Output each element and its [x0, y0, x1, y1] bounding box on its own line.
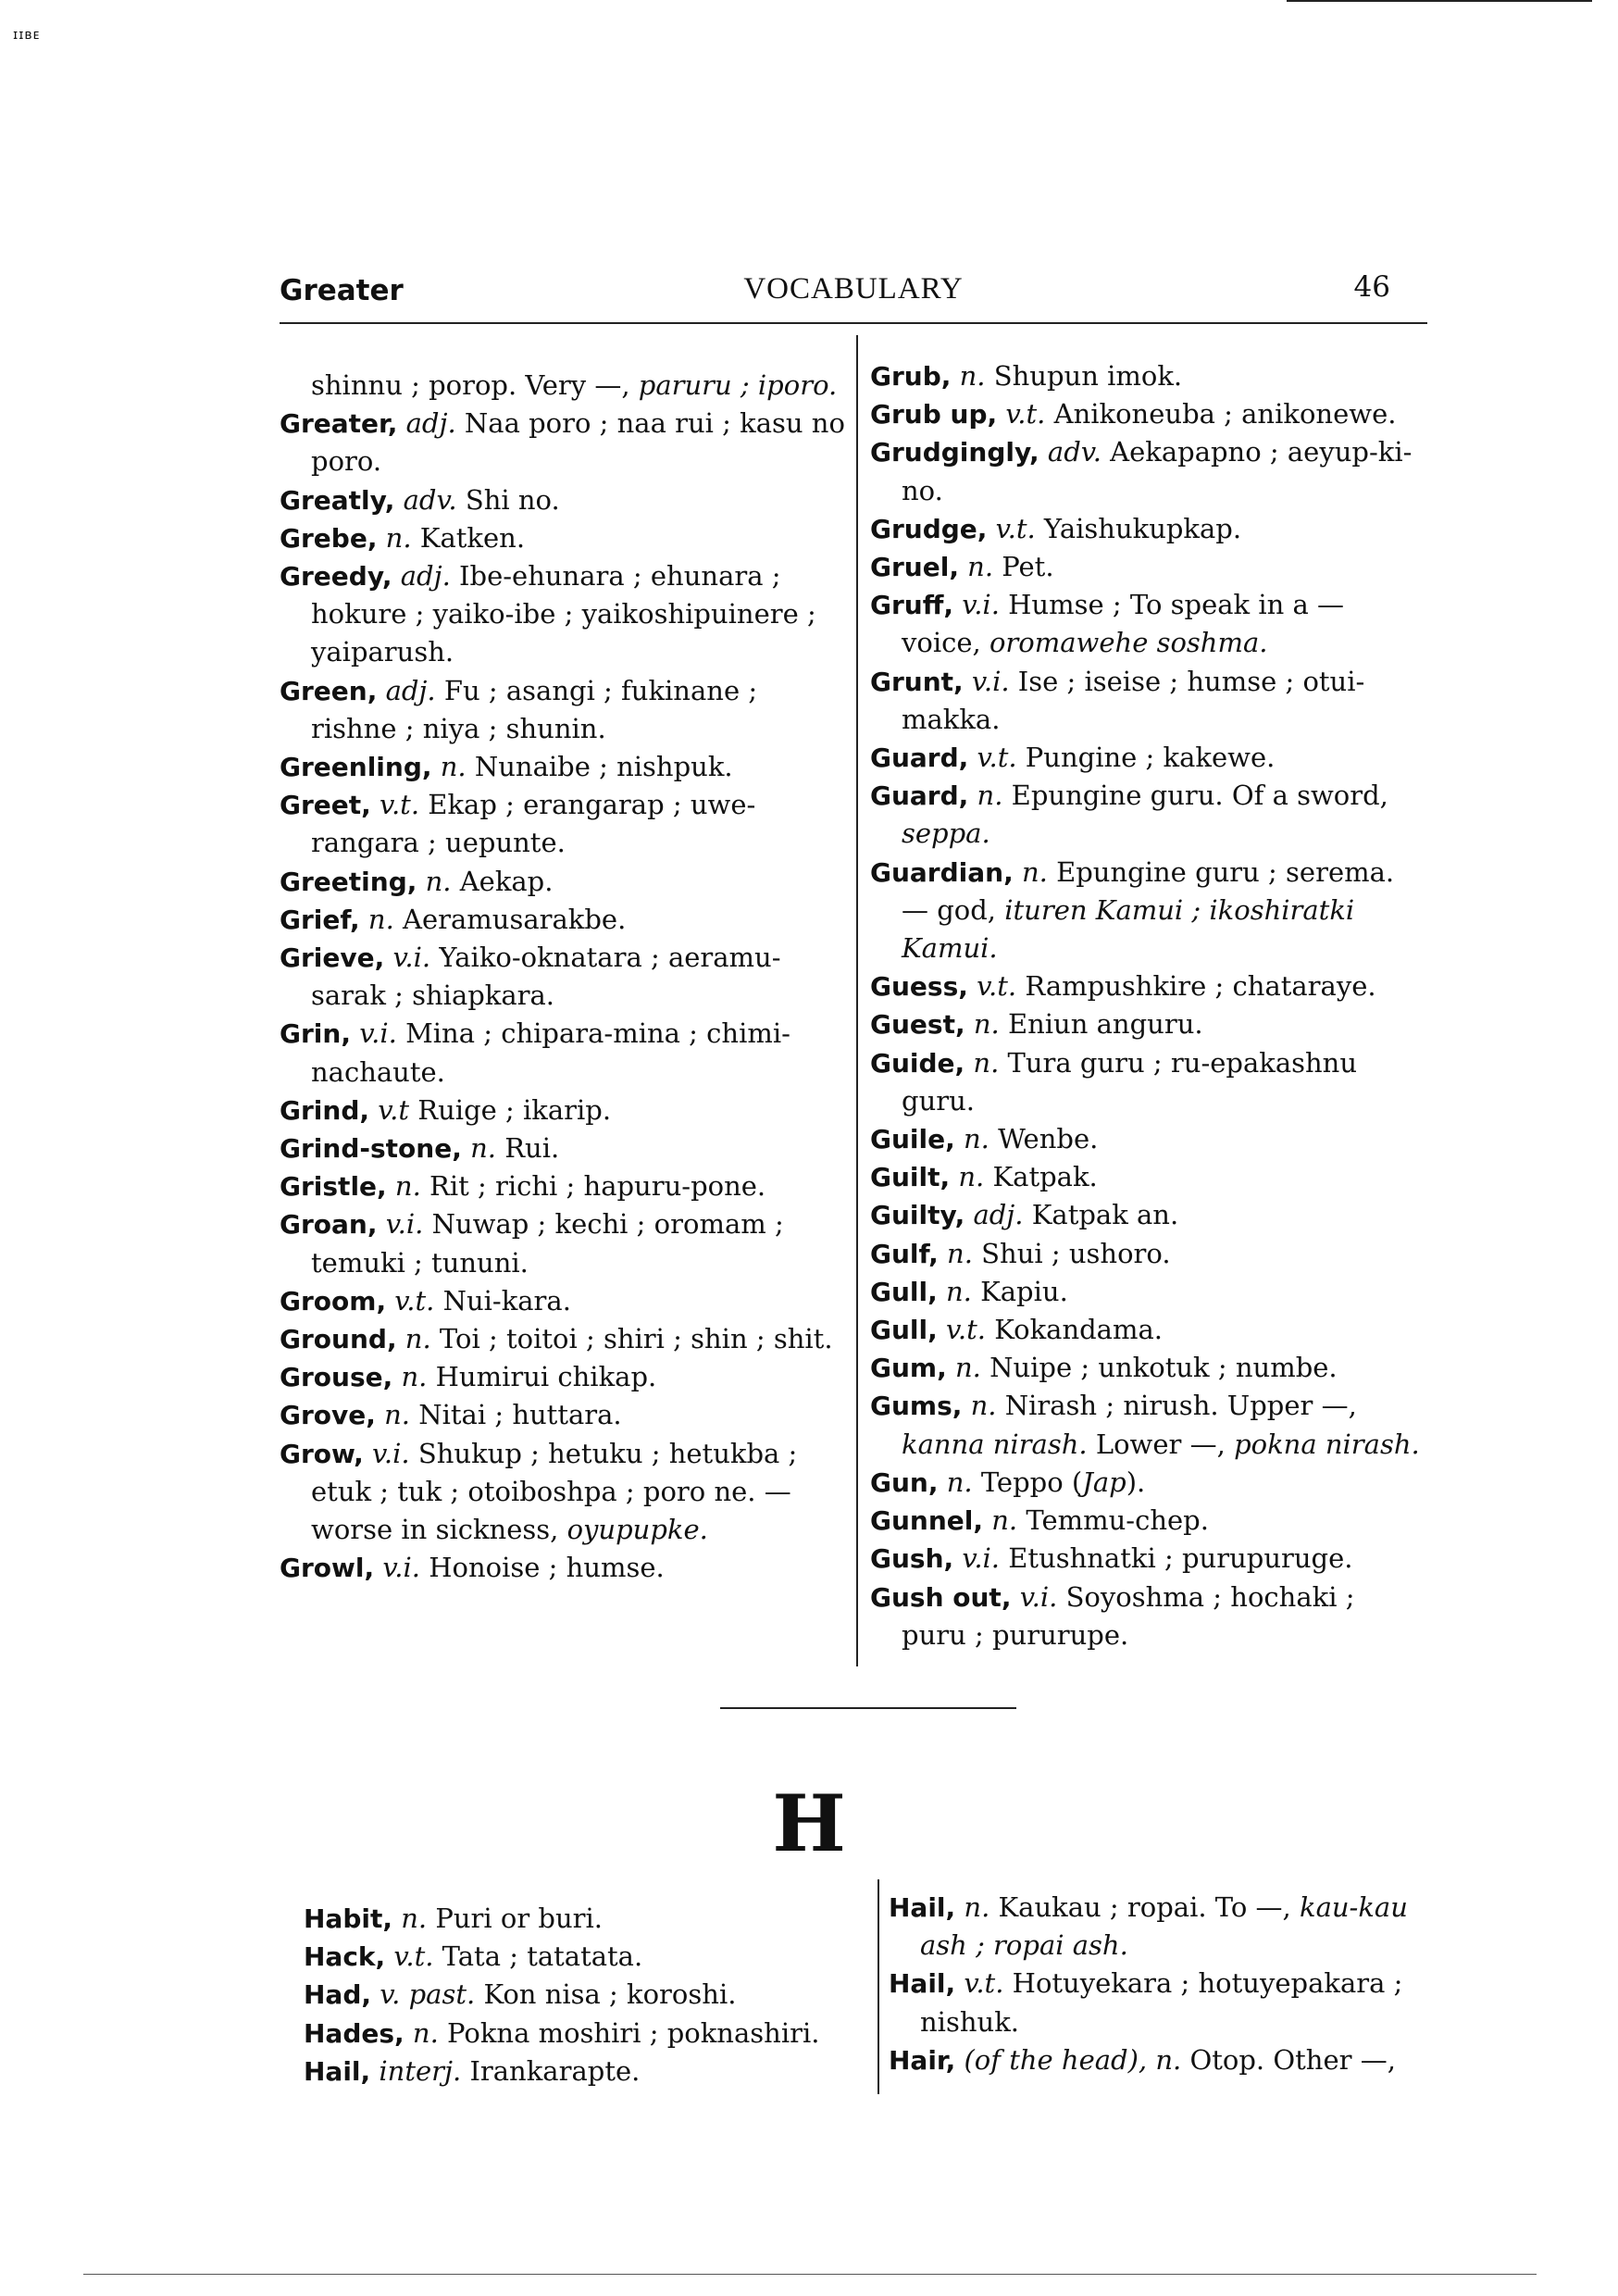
- definition-italic: oyupupke.: [566, 1514, 708, 1546]
- headword: Gun,: [870, 1466, 939, 1498]
- dictionary-entry: [870, 433, 1425, 509]
- running-header: [280, 268, 1427, 315]
- headword: Grudgingly,: [870, 437, 1039, 468]
- definition: Nunaibe ; nishpuk.: [474, 751, 733, 783]
- definition: ).: [1126, 1466, 1146, 1498]
- dictionary-entry: [870, 967, 1425, 1005]
- part-of-speech: n.: [1021, 855, 1048, 888]
- definition: Epungine guru ; serema. — god,: [902, 855, 1395, 926]
- part-of-speech: adj.: [405, 407, 456, 440]
- definition-italic: seppa.: [902, 817, 990, 850]
- dictionary-entry: [870, 1005, 1425, 1043]
- h-left-column: [304, 1900, 868, 2090]
- definition: Pungine ; kakewe.: [1025, 742, 1276, 774]
- part-of-speech: v.i.: [971, 665, 1010, 697]
- dictionary-entry: [889, 1889, 1444, 1965]
- dictionary-entry: [870, 1578, 1425, 1654]
- headword: Gristle,: [280, 1171, 387, 1203]
- part-of-speech: n.: [401, 1361, 428, 1393]
- part-of-speech: n.: [958, 1161, 985, 1193]
- headword: Grieve,: [280, 942, 385, 974]
- dictionary-entry: [280, 1282, 846, 1320]
- part-of-speech: adv.: [403, 483, 457, 516]
- part-of-speech: n.: [946, 1466, 973, 1498]
- part-of-speech: n.: [973, 1008, 1000, 1041]
- part-of-speech: v.t.: [394, 1284, 435, 1316]
- headword: Grow,: [280, 1438, 364, 1469]
- definition: Kokandama.: [994, 1314, 1163, 1346]
- definition-italic: pokna nirash.: [1234, 1428, 1420, 1460]
- headword: Guile,: [870, 1124, 955, 1155]
- definition: Nirash ; nirush. Upper —,: [1004, 1390, 1357, 1422]
- headword: Guard,: [870, 742, 969, 774]
- part-of-speech: n.: [401, 1903, 428, 1934]
- part-of-speech: v.i.: [359, 1017, 397, 1050]
- definition: Soyoshma ; hochaki ; puru ; pururupe.: [902, 1580, 1355, 1651]
- headword: Hack,: [304, 1941, 386, 1973]
- part-of-speech: n.: [991, 1504, 1018, 1537]
- headword: Hades,: [304, 2017, 404, 2049]
- dictionary-entry: [870, 1387, 1425, 1463]
- headword: Growl,: [280, 1553, 375, 1584]
- page-number: 46: [1353, 270, 1390, 304]
- page-title: VOCABULARY: [743, 272, 964, 306]
- headword: Gush out,: [870, 1581, 1012, 1613]
- headword: Hail,: [304, 2055, 371, 2087]
- guide-word: Greater: [280, 274, 404, 307]
- headword: Gulf,: [870, 1238, 939, 1269]
- headword: Ground,: [280, 1324, 397, 1355]
- dictionary-entry: [870, 1540, 1425, 1578]
- headword: Grove,: [280, 1400, 376, 1431]
- dictionary-entry: [280, 863, 846, 901]
- definition: Rit ; richi ; hapuru-pone.: [429, 1170, 766, 1203]
- part-of-speech: v.i.: [385, 1208, 424, 1241]
- definition-italic: ituren Kamui ; ikoshiratki Kamui.: [902, 893, 1355, 965]
- part-of-speech: n.: [964, 1891, 990, 1923]
- definition: Katpak.: [992, 1161, 1098, 1193]
- part-of-speech: v.t.: [1005, 398, 1046, 430]
- dictionary-entry: [870, 1502, 1425, 1540]
- definition: Temmu-chep.: [1026, 1504, 1209, 1537]
- definition: Puri or buri.: [435, 1903, 604, 1934]
- headword: Guess,: [870, 971, 968, 1003]
- dictionary-entry: [280, 1435, 846, 1550]
- definition: Ibe-ehunara ; ehunara ; hokure ; yaiko-ibe ; yaikoshipuinere ; yaiparush.: [311, 560, 816, 668]
- dictionary-entry: [280, 1205, 846, 1281]
- definition: Kapiu.: [980, 1275, 1068, 1307]
- headword: Had,: [304, 1979, 372, 2011]
- dictionary-entry: [870, 1196, 1425, 1234]
- definition: Ekap ; erangarap ; uwe-rangara ; uepunte.: [311, 789, 756, 859]
- dictionary-entry: [870, 586, 1425, 662]
- dictionary-entry: [280, 405, 846, 480]
- definition: Mina ; chipara-mina ; chimi-nachaute.: [311, 1017, 790, 1088]
- headword: Guard,: [870, 780, 969, 812]
- dictionary-entry: [280, 1092, 846, 1129]
- definition: Ise ; iseise ; humse ; otui-makka.: [902, 665, 1365, 735]
- part-of-speech: v.t: [378, 1093, 410, 1126]
- part-of-speech: n.: [977, 780, 1003, 812]
- dictionary-entry: [280, 786, 846, 862]
- part-of-speech: v.i.: [371, 1437, 410, 1469]
- headword: Habit,: [304, 1903, 392, 1934]
- dictionary-entry: [870, 510, 1425, 548]
- definition: Aekap.: [459, 865, 554, 897]
- headword: Gum,: [870, 1353, 947, 1384]
- dictionary-entry: [870, 1235, 1425, 1273]
- part-of-speech: n.: [970, 1390, 997, 1422]
- headword: Groom,: [280, 1285, 387, 1316]
- dictionary-entry: [280, 939, 846, 1015]
- dictionary-entry: [870, 1044, 1425, 1120]
- headword: Greedy,: [280, 561, 392, 593]
- definition: Kaukau ; ropai. To —,: [998, 1891, 1300, 1923]
- headword: Grin,: [280, 1018, 351, 1050]
- dictionary-entry: [280, 557, 846, 672]
- part-of-speech: n.: [967, 551, 994, 583]
- part-of-speech: v.t.: [977, 742, 1017, 774]
- part-of-speech: v. past.: [380, 1978, 476, 2011]
- headword: Grudge,: [870, 513, 988, 544]
- dictionary-entry: [280, 1015, 846, 1091]
- definition: Fu ; asangi ; fukinane ; rishne ; niya ; shunin.: [311, 674, 758, 744]
- bottom-rule: [83, 2274, 1537, 2275]
- dictionary-entry: [870, 395, 1425, 433]
- headword: Guilt,: [870, 1162, 951, 1193]
- part-of-speech: n.: [954, 1352, 981, 1384]
- headword: Gush,: [870, 1543, 954, 1575]
- part-of-speech: n.: [404, 1323, 431, 1355]
- part-of-speech: v.i.: [962, 589, 1000, 621]
- headword: Grind,: [280, 1094, 370, 1126]
- definition: Nui-kara.: [442, 1284, 571, 1316]
- definition: Ruige ; ikarip.: [417, 1093, 612, 1126]
- definition: Hotuyekara ; hotuyepakara ; nishuk.: [920, 1967, 1403, 2038]
- definition: Epungine guru. Of a sword,: [1011, 780, 1388, 812]
- dictionary-entry: [280, 672, 846, 748]
- headword: Greatly,: [280, 484, 395, 516]
- definition: Humse ; To speak in a — voice,: [902, 589, 1344, 659]
- part-of-speech: v.t.: [995, 512, 1036, 544]
- definition: Etushnatki ; purupuruge.: [1008, 1542, 1353, 1575]
- definition: Yaiko-oknatara ; aeramu-sarak ; shiapkara.: [311, 942, 781, 1012]
- headword: Gunnel,: [870, 1505, 984, 1537]
- definition: shinnu ; porop. Very —,: [311, 369, 639, 401]
- headword: Grebe,: [280, 522, 378, 554]
- definition: Nuwap ; kechi ; oromam ; temuki ; tununi.: [311, 1208, 784, 1279]
- headword: Grub up,: [870, 399, 998, 430]
- headword: Grouse,: [280, 1362, 393, 1393]
- definition: Aekapapno ; aeyup-ki-no.: [902, 436, 1413, 506]
- headword: Greeting,: [280, 866, 417, 897]
- headword: Greater,: [280, 408, 398, 440]
- definition: Shukup ; hetuku ; hetukba ; etuk ; tuk ; otoiboshpa ; poro ne. — worse in sickness,: [311, 1437, 798, 1546]
- definition-italic: oromawehe soshma.: [989, 627, 1268, 659]
- definition: Shui ; ushoro.: [981, 1237, 1171, 1269]
- definition: Yaishukupkap.: [1043, 512, 1242, 544]
- headword: Hail,: [889, 1892, 956, 1923]
- part-of-speech: n.: [947, 1237, 973, 1269]
- dictionary-entry: [280, 1129, 846, 1167]
- definition: Eniun anguru.: [1007, 1008, 1203, 1041]
- definition: Pokna moshiri ; poknashiri.: [447, 2016, 820, 2049]
- dictionary-entry: [280, 1320, 846, 1358]
- definition: Naa poro ; naa rui ; kasu no poro.: [311, 407, 845, 478]
- part-of-speech: n.: [425, 865, 452, 897]
- dictionary-entry: [304, 1938, 868, 1976]
- part-of-speech: n.: [440, 751, 467, 783]
- section-letter: H: [772, 1778, 846, 1869]
- dictionary-entry: [280, 1549, 846, 1587]
- dictionary-entry: [870, 357, 1425, 395]
- part-of-speech: adj.: [385, 674, 436, 706]
- headword: Gull,: [870, 1276, 938, 1307]
- h-column-divider: [877, 1879, 879, 2094]
- right-column: [870, 357, 1425, 1654]
- headword: Greet,: [280, 790, 371, 821]
- definition-italic: kanna nirash.: [902, 1428, 1088, 1460]
- dictionary-entry: [280, 901, 846, 939]
- definition-italic: Jap: [1082, 1466, 1126, 1498]
- part-of-speech: n.: [385, 521, 412, 554]
- dictionary-entry: [304, 1900, 868, 1938]
- part-of-speech: v.t.: [945, 1314, 987, 1346]
- part-of-speech: v.i.: [392, 942, 431, 974]
- definition: Pet.: [1002, 551, 1054, 583]
- dictionary-entry: [280, 748, 846, 786]
- headword: Gruel,: [870, 552, 959, 583]
- part-of-speech: v.t.: [380, 789, 420, 821]
- definition: Aeramusarakbe.: [403, 903, 627, 935]
- dictionary-entry: [280, 1358, 846, 1396]
- headword: Hail,: [889, 1968, 956, 2000]
- part-of-speech: adv.: [1047, 436, 1101, 468]
- column-divider: [856, 335, 858, 1666]
- definition-italic: paruru ; iporo.: [638, 369, 838, 401]
- part-of-speech: v.i.: [1019, 1580, 1058, 1613]
- part-of-speech: n.: [367, 903, 394, 935]
- part-of-speech: v.t.: [977, 970, 1017, 1003]
- top-rule: [1287, 0, 1592, 2]
- dictionary-entry: [280, 1396, 846, 1434]
- dictionary-entry: [280, 367, 846, 405]
- dictionary-entry: [870, 1158, 1425, 1196]
- headword: Gull,: [870, 1315, 938, 1346]
- dictionary-entry: [280, 519, 846, 557]
- definition: Rui.: [504, 1132, 560, 1165]
- part-of-speech: n.: [959, 360, 986, 392]
- headword: Guilty,: [870, 1200, 965, 1231]
- dictionary-entry: [304, 1976, 868, 2014]
- definition: Wenbe.: [998, 1123, 1099, 1155]
- definition: Rampushkire ; chataraye.: [1025, 970, 1376, 1003]
- headword: Grunt,: [870, 666, 964, 697]
- dictionary-entry: [889, 2041, 1444, 2079]
- dictionary-entry: [870, 1349, 1425, 1387]
- dictionary-entry: [870, 854, 1425, 968]
- dictionary-entry: [304, 2053, 868, 2090]
- definition: Anikoneuba ; anikonewe.: [1053, 398, 1397, 430]
- definition: Kon nisa ; koroshi.: [483, 1978, 737, 2011]
- part-of-speech: n.: [412, 2016, 439, 2049]
- definition: Humirui chikap.: [435, 1361, 657, 1393]
- definition: Teppo (: [980, 1466, 1083, 1498]
- dictionary-entry: [870, 548, 1425, 586]
- headword: Greenling,: [280, 752, 432, 783]
- headword: Grind-stone,: [280, 1133, 462, 1165]
- part-of-speech: n.: [973, 1046, 1000, 1079]
- part-of-speech: v.t.: [964, 1967, 1004, 2000]
- headword: Gums,: [870, 1391, 963, 1422]
- definition: Nuipe ; unkotuk ; numbe.: [989, 1352, 1338, 1384]
- part-of-speech: n.: [963, 1123, 989, 1155]
- section-rule: [720, 1707, 1016, 1709]
- definition: Otop. Other —,: [1189, 2043, 1396, 2076]
- header-rule: [280, 322, 1427, 324]
- part-of-speech: n.: [945, 1275, 972, 1307]
- h-right-column: [889, 1889, 1444, 2079]
- definition: Lower —,: [1087, 1428, 1235, 1460]
- definition: Tura guru ; ru-epakashnu guru.: [902, 1046, 1358, 1117]
- dictionary-entry: [870, 777, 1425, 853]
- headword: Guest,: [870, 1009, 965, 1041]
- definition: Katken.: [419, 521, 526, 554]
- headword: Grief,: [280, 904, 360, 935]
- part-of-speech: n.: [470, 1132, 496, 1165]
- headword: Green,: [280, 675, 378, 706]
- definition: Tata ; tatatata.: [442, 1940, 643, 1973]
- part-of-speech: n.: [384, 1399, 411, 1431]
- dictionary-entry: [870, 1273, 1425, 1311]
- dictionary-entry: [304, 2015, 868, 2053]
- definition: Irankarapte.: [469, 2054, 641, 2087]
- dictionary-entry: [280, 1167, 846, 1205]
- headword: Groan,: [280, 1209, 378, 1241]
- dictionary-entry: [870, 1311, 1425, 1349]
- headword: Gruff,: [870, 590, 954, 621]
- part-of-speech: n.: [394, 1170, 421, 1203]
- part-of-speech: interj.: [379, 2054, 462, 2087]
- definition: Nitai ; huttara.: [418, 1399, 622, 1431]
- definition: Katpak an.: [1031, 1199, 1179, 1231]
- dictionary-entry: [870, 1464, 1425, 1502]
- dictionary-entry: [280, 481, 846, 519]
- corner-mark: ɪɪʙᴇ: [13, 28, 41, 43]
- dictionary-entry: [889, 1965, 1444, 2040]
- part-of-speech: v.t.: [393, 1940, 434, 1973]
- part-of-speech: v.i.: [962, 1542, 1001, 1575]
- part-of-speech: adj.: [973, 1199, 1024, 1231]
- definition: Shi no.: [465, 483, 560, 516]
- headword: Hair,: [889, 2044, 956, 2076]
- part-of-speech: adj.: [400, 560, 451, 593]
- dictionary-entry: [870, 739, 1425, 777]
- headword: Grub,: [870, 361, 952, 392]
- definition: Shupun imok.: [993, 360, 1183, 392]
- dictionary-entry: [870, 1120, 1425, 1158]
- part-of-speech: (of the head), n.: [964, 2043, 1182, 2076]
- headword: Guide,: [870, 1047, 965, 1079]
- definition-italic: kau-kau ash ; ropai ash.: [920, 1891, 1408, 1962]
- definition: Toi ; toitoi ; shiri ; shin ; shit.: [439, 1323, 833, 1355]
- left-column: [280, 367, 846, 1588]
- part-of-speech: v.i.: [382, 1552, 421, 1584]
- dictionary-entry: [870, 663, 1425, 739]
- headword: Guardian,: [870, 856, 1014, 888]
- definition: Honoise ; humse.: [429, 1552, 665, 1584]
